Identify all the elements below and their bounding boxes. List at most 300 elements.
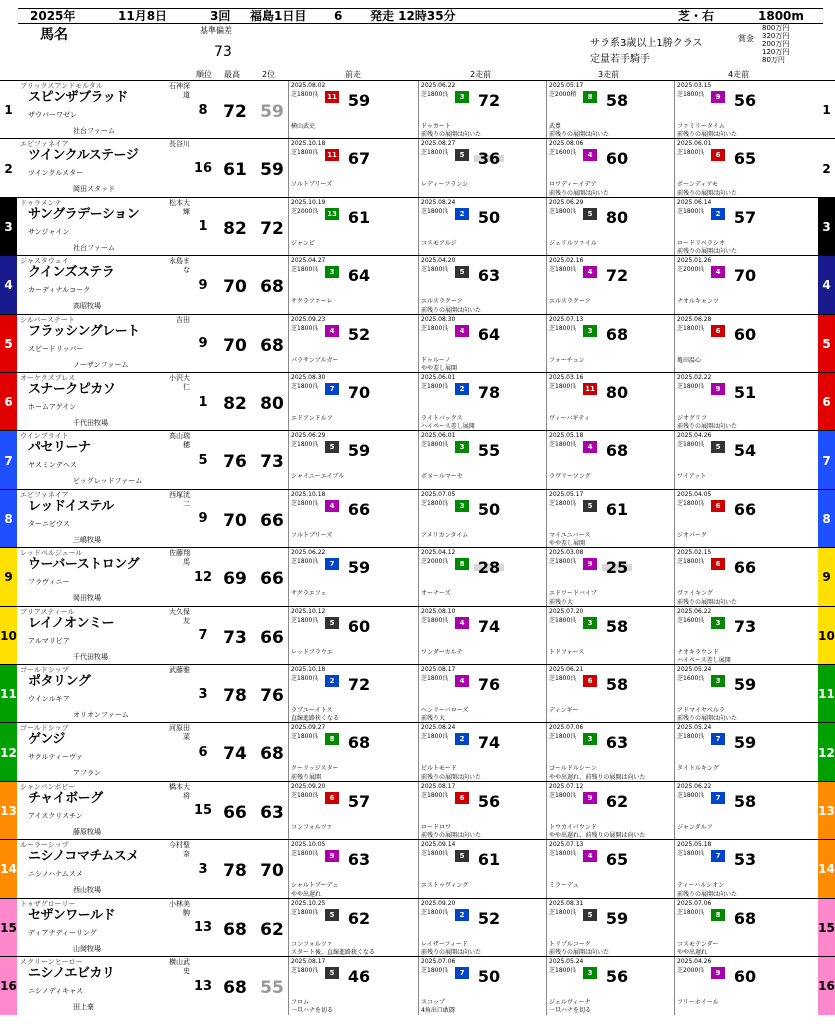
race-distance: 芝1800良	[549, 266, 577, 274]
race-distance: 芝1800良	[677, 383, 705, 390]
max-score: 70	[223, 335, 247, 356]
race-score: 63	[477, 266, 501, 286]
horse-number-right: 3	[818, 198, 835, 256]
owner-name: ビッグレッドファーム	[73, 477, 143, 486]
col-second: 2位	[262, 70, 276, 79]
rank-value: 9	[198, 511, 208, 527]
horse-info	[18, 373, 188, 431]
race-date: 2025.06.14	[677, 198, 712, 206]
race-distance: 芝1600良	[677, 675, 705, 682]
horse-row[interactable]	[0, 898, 835, 957]
race-score: 67	[347, 149, 371, 169]
finish-position: 2	[455, 383, 469, 395]
finish-position: 5	[325, 441, 339, 453]
col-max: 最高	[224, 70, 240, 79]
dam-name: ヤスミンデヘス	[28, 461, 77, 470]
finish-position: 2	[325, 675, 339, 687]
year: 2025年	[30, 9, 76, 23]
race-distance: 芝1800良	[421, 908, 449, 916]
race-jockey: ジャンピ	[291, 239, 315, 247]
race-distance: 芝1800良	[291, 441, 319, 449]
race-jockey: サクラファーレ	[291, 298, 333, 306]
race-distance: 芝2000稍	[549, 91, 577, 98]
dam-name: ディアナディーリング	[28, 928, 97, 937]
past-race[interactable]	[288, 899, 417, 957]
prize-label: 賞金	[738, 34, 754, 43]
horse-name[interactable]: サングラデーション	[28, 206, 140, 222]
past-race[interactable]	[674, 665, 803, 723]
race-score: 65	[733, 149, 757, 169]
race-score: 56	[477, 791, 501, 811]
past-race[interactable]	[288, 315, 417, 373]
race-jockey: ボーンディアモ	[677, 181, 719, 189]
race-score: 66	[733, 558, 757, 578]
horse-info	[18, 665, 188, 723]
past-race[interactable]	[288, 665, 417, 723]
race-note: 直線進路狭くなる	[291, 715, 340, 723]
past-race[interactable]	[546, 81, 675, 139]
second-score: 66	[260, 569, 284, 590]
sire-name: スクリーンヒーロー	[20, 958, 83, 966]
race-score: 80	[605, 207, 629, 227]
prize-5: 80万円	[762, 56, 785, 64]
race-score: 50	[477, 207, 501, 227]
race-jockey: ロードロワ	[421, 823, 452, 831]
past-race[interactable]	[674, 607, 803, 665]
finish-position: 6	[325, 792, 339, 804]
past-race[interactable]	[674, 782, 803, 840]
race-jockey: ティーハルシオン	[677, 882, 725, 890]
horse-name[interactable]: セザンワールド	[28, 907, 115, 923]
past-race[interactable]	[418, 782, 547, 840]
race-score: 25	[602, 564, 632, 571]
race-jockey: ビルトモード	[421, 765, 457, 773]
race-distance: 芝1800良	[291, 558, 319, 566]
max-score: 61	[223, 160, 247, 181]
horse-name[interactable]: スナークピカソ	[28, 382, 116, 397]
horse-row[interactable]	[0, 255, 835, 314]
race-distance: 芝1800良	[549, 967, 577, 974]
race-date: 2025.08.24	[421, 198, 456, 206]
finish-position: 6	[711, 500, 725, 512]
jockey-name: 松本大輝	[169, 198, 190, 216]
horse-row[interactable]	[0, 781, 835, 840]
race-distance: 芝1800良	[421, 383, 449, 390]
race-jockey: ナオキラウンド	[677, 648, 719, 656]
past-race[interactable]	[674, 256, 803, 314]
past-race[interactable]	[546, 198, 675, 256]
past-race[interactable]	[546, 256, 675, 314]
rank-value: 3	[198, 861, 208, 877]
race-distance: 芝1800良	[291, 675, 319, 682]
race-distance: 芝1800良	[549, 850, 577, 858]
second-score: 68	[260, 335, 284, 356]
race-distance: 芝1800良	[421, 149, 449, 157]
past-race[interactable]	[288, 840, 417, 898]
past-race[interactable]	[288, 607, 417, 665]
past-race[interactable]	[288, 431, 417, 489]
race-distance: 芝2000良	[421, 558, 449, 566]
past-race[interactable]	[546, 315, 675, 373]
race-date: 2025.10.18	[291, 666, 326, 673]
rank-value: 8	[198, 102, 208, 118]
race-date: 2025.07.06	[421, 958, 456, 965]
finish-position: 5	[455, 850, 469, 862]
second-score: 73	[260, 452, 284, 473]
past-race[interactable]	[546, 899, 675, 957]
past-race[interactable]	[418, 198, 547, 256]
race-score: 60	[733, 967, 757, 986]
race-date: 2025.07.20	[549, 607, 584, 615]
past-race[interactable]	[288, 957, 417, 1015]
race-distance: 芝1800良	[421, 616, 449, 624]
dam-name: ウインルキア	[28, 695, 70, 703]
race-score: 68	[733, 908, 757, 928]
second-score: 66	[260, 510, 284, 531]
horse-number-right: 5	[818, 315, 835, 373]
race-score: 66	[733, 499, 757, 519]
race-score: 54	[733, 441, 757, 461]
race-date: 2025.06.22	[291, 549, 326, 557]
finish-position: 4	[325, 500, 339, 512]
owner-name: 藤原牧場	[73, 827, 101, 836]
race-jockey: ジオグリフ	[677, 415, 707, 422]
past-race[interactable]	[418, 315, 547, 373]
race-date: 2025.05.24	[677, 724, 712, 732]
race-score: 58	[605, 616, 629, 636]
horse-row[interactable]	[0, 197, 835, 256]
horse-name[interactable]: ニシノエビカリ	[28, 966, 115, 981]
race-jockey: ファミリータイム	[677, 123, 725, 130]
race-distance: 芝1800良	[677, 207, 705, 215]
past-race[interactable]	[288, 81, 417, 139]
past-race[interactable]	[546, 782, 675, 840]
horse-info	[18, 607, 188, 665]
finish-position: 9	[325, 850, 339, 862]
past-race[interactable]	[418, 139, 547, 197]
past-race[interactable]	[546, 490, 675, 548]
race-score: 70	[347, 383, 371, 402]
past-race[interactable]	[674, 957, 803, 1015]
horse-name[interactable]: ゲンジ	[28, 732, 65, 748]
race-score: 66	[347, 499, 371, 519]
race-distance: 芝1800良	[677, 558, 705, 566]
second-score: 63	[260, 802, 284, 823]
horse-info	[18, 548, 188, 606]
race-distance: 芝1800良	[549, 616, 577, 624]
course-day: 福島1日目	[250, 9, 307, 23]
race-jockey: コンフォルツァ	[291, 823, 333, 831]
race-jockey: トドフォース	[549, 648, 585, 656]
past-race[interactable]	[418, 490, 547, 548]
start-time: 発走 12時35分	[370, 9, 456, 23]
race-jockey: マイユニバース	[549, 531, 591, 539]
past-race[interactable]	[546, 957, 675, 1015]
past-race[interactable]	[418, 81, 547, 139]
past-race[interactable]	[418, 665, 547, 723]
past-race[interactable]	[546, 840, 675, 898]
horse-row[interactable]	[0, 80, 835, 139]
horse-row[interactable]	[0, 956, 835, 1015]
rank-value: 13	[193, 978, 213, 994]
race-distance: 芝1800良	[291, 791, 319, 799]
past-race[interactable]	[418, 957, 547, 1015]
past-race[interactable]	[674, 723, 803, 781]
race-date: 2025.08.17	[291, 958, 326, 965]
horse-name[interactable]: レッドイステル	[28, 498, 114, 514]
horse-name[interactable]: フラッシングレート	[28, 323, 140, 339]
horse-info	[18, 723, 188, 781]
past-race[interactable]	[674, 490, 803, 548]
race-jockey: サクラエフェ	[291, 590, 327, 598]
horse-name[interactable]: ニシノコマチムスメ	[28, 849, 139, 865]
dam-name: ニシノハナムスメ	[28, 870, 83, 879]
col-prev3: 3走前	[598, 70, 620, 79]
past-race[interactable]	[674, 198, 803, 256]
max-score: 73	[223, 627, 247, 648]
race-jockey: エルスラクーフ	[549, 298, 591, 306]
horse-row[interactable]	[0, 314, 835, 373]
race-date: 2025.08.31	[549, 899, 584, 907]
past-race[interactable]	[418, 256, 547, 314]
horse-row[interactable]	[0, 138, 835, 197]
race-date: 2025.05.24	[677, 666, 712, 673]
race-date: 2025.05.17	[549, 82, 584, 89]
race-note: 前残りの展開は向いた	[677, 131, 738, 139]
horse-number: 8	[0, 490, 17, 548]
race-distance: 芝1800良	[421, 207, 449, 215]
race-date: 2025.05.24	[549, 958, 584, 965]
past-race[interactable]	[546, 548, 675, 606]
race-jockey: シャルトブーデュ	[291, 882, 339, 890]
prize-list	[762, 24, 789, 64]
race-score: 59	[347, 441, 371, 461]
race-score: 59	[347, 558, 371, 578]
race-date: 2025.07.06	[549, 724, 584, 732]
race-jockey: ジェリルツァイル	[549, 239, 597, 247]
race-date: 2025.08.27	[421, 140, 456, 148]
finish-position: 9	[711, 383, 725, 395]
race-score: 53	[733, 850, 757, 870]
past-race[interactable]	[674, 840, 803, 898]
horse-row[interactable]	[0, 430, 835, 489]
prize-1: 800万円	[762, 24, 790, 32]
race-jockey: エルスラクーフ	[421, 298, 463, 306]
horse-number-right: 15	[818, 899, 835, 957]
race-distance: 芝1800良	[549, 207, 577, 215]
sire-name: ルーラーシップ	[20, 841, 69, 850]
race-distance: 芝1800良	[291, 850, 319, 858]
past-race[interactable]	[418, 899, 547, 957]
second-score: 70	[260, 861, 284, 882]
second-score: 72	[260, 218, 284, 239]
past-race[interactable]	[674, 373, 803, 431]
rank-value: 1	[198, 219, 208, 235]
past-race[interactable]	[418, 431, 547, 489]
race-distance: 芝1800良	[421, 791, 449, 799]
finish-position: 6	[711, 325, 725, 337]
past-race[interactable]	[288, 782, 417, 840]
horse-name[interactable]: ツインクルステージ	[28, 148, 139, 164]
race-score: 61	[477, 850, 501, 870]
finish-position: 6	[583, 675, 597, 687]
past-race[interactable]	[288, 139, 417, 197]
jockey-name: 長谷川	[169, 140, 190, 149]
past-race[interactable]	[418, 840, 547, 898]
finish-position: 4	[455, 325, 469, 337]
jockey-name: 石神深道	[169, 82, 190, 99]
race-note: 前残り展開	[291, 773, 322, 781]
race-jockey: ソルトブリーズ	[291, 531, 333, 539]
race-date: 2025.01.26	[677, 257, 712, 265]
horse-name[interactable]: ポタリング	[28, 674, 91, 689]
horse-number: 3	[0, 198, 17, 256]
race-distance: 芝1800良	[291, 266, 319, 274]
prize-3: 200万円	[762, 40, 790, 48]
race-date: 2025.04.12	[421, 549, 456, 557]
race-distance: 芝1800良	[549, 733, 577, 741]
race-note: 前残りの展開は向いた	[421, 306, 482, 314]
past-race[interactable]	[674, 431, 803, 489]
race-jockey: ドゥルーノ	[421, 356, 451, 364]
race-date: 2025.07.13	[549, 315, 584, 323]
race-date: 2025.04.05	[677, 490, 712, 498]
race-score: 80	[605, 383, 629, 402]
rank-value: 12	[193, 569, 213, 585]
race-date: 2025.10.18	[291, 490, 326, 498]
race-jockey: エドアンドルフ	[291, 415, 333, 422]
past-race[interactable]	[546, 607, 675, 665]
past-race[interactable]	[546, 373, 675, 431]
past-race[interactable]	[546, 665, 675, 723]
past-race[interactable]	[288, 548, 417, 606]
owner-name: オリオンファーム	[73, 711, 129, 719]
race-distance: 芝1800良	[291, 149, 319, 157]
horse-number-right: 10	[818, 607, 835, 665]
past-race[interactable]	[546, 723, 675, 781]
race-date: 2025.10.19	[291, 198, 326, 206]
race-jockey: ワイアット	[677, 473, 707, 481]
race-date: 2025.04.27	[291, 257, 326, 265]
race-jockey: トリプルコーク	[549, 940, 591, 948]
horse-row[interactable]	[0, 606, 835, 665]
race-score: 56	[733, 91, 757, 110]
past-race[interactable]	[546, 139, 675, 197]
race-note: 前残りの展開は向いた	[549, 948, 610, 956]
finish-position: 5	[325, 909, 339, 921]
dam-name: サンジャイン	[28, 227, 70, 236]
past-race[interactable]	[418, 373, 547, 431]
race-distance: 芝2000良	[291, 207, 319, 215]
race-score: 72	[605, 266, 629, 286]
finish-position: 7	[711, 850, 725, 862]
horse-row[interactable]	[0, 547, 835, 606]
past-race[interactable]	[674, 548, 803, 606]
race-score: 63	[347, 850, 371, 870]
race-distance: 芝1800良	[421, 499, 449, 507]
finish-position: 7	[325, 558, 339, 570]
max-score: 82	[223, 394, 247, 414]
race-jockey: ジェルヴィーナ	[549, 999, 591, 1006]
horse-name[interactable]: パセリーナ	[28, 440, 91, 456]
rank-value: 13	[193, 920, 213, 936]
horse-name[interactable]: ウーバーストロング	[28, 557, 139, 573]
rank-value: 3	[198, 686, 208, 702]
past-race[interactable]	[288, 373, 417, 431]
horse-row[interactable]	[0, 664, 835, 723]
race-note: やや出遅れ	[291, 890, 322, 898]
race-jockey: スコップ	[421, 999, 445, 1006]
horse-name[interactable]: クインズステラ	[28, 265, 115, 281]
max-score: 78	[223, 686, 247, 706]
past-race[interactable]	[418, 548, 547, 606]
race-jockey: ロワディーイデア	[549, 181, 597, 189]
race-score: 68	[605, 324, 629, 344]
race-date: 2025.04.20	[421, 257, 456, 265]
horse-row[interactable]	[0, 372, 835, 431]
race-jockey: エドワードバイブ	[549, 590, 597, 598]
horse-number: 9	[0, 548, 17, 606]
race-date: 2025.06.21	[549, 666, 584, 673]
race-distance: 芝1800良	[549, 791, 577, 799]
past-race[interactable]	[418, 607, 547, 665]
horse-number: 4	[0, 256, 17, 314]
horse-row[interactable]	[0, 722, 835, 781]
horse-info	[18, 840, 188, 898]
horse-info	[18, 81, 188, 139]
past-race[interactable]	[288, 723, 417, 781]
race-note: 前残りの展開は向いた	[421, 131, 482, 139]
horse-name[interactable]: レイノオンミー	[28, 615, 114, 631]
finish-position: 3	[455, 91, 469, 103]
finish-position: 5	[455, 149, 469, 161]
race-note: 前残りの展開は向いた	[421, 773, 482, 781]
horse-row[interactable]	[0, 839, 835, 898]
past-race[interactable]	[674, 899, 803, 957]
past-race[interactable]	[288, 198, 417, 256]
past-race[interactable]	[546, 431, 675, 489]
past-race[interactable]	[674, 315, 803, 373]
race-note: 前残りの展開は向いた	[677, 890, 738, 898]
past-race[interactable]	[674, 139, 803, 197]
finish-position: 4	[583, 266, 597, 278]
past-race[interactable]	[674, 81, 803, 139]
race-date: 2025.05.17	[549, 490, 584, 498]
past-race[interactable]	[288, 490, 417, 548]
sire-name: シャンパンボビー	[20, 782, 76, 791]
horse-row[interactable]	[0, 489, 835, 548]
past-race[interactable]	[418, 723, 547, 781]
race-note: 前残り大	[549, 598, 574, 606]
race-score: 58	[605, 675, 629, 694]
horse-number: 15	[0, 899, 17, 957]
past-race[interactable]	[288, 256, 417, 314]
jockey-name: 横山武史	[169, 958, 190, 975]
jockey-name: 佐藤翔馬	[169, 549, 190, 567]
horse-name[interactable]: スピンザブラッド	[28, 90, 128, 105]
race-note: 前残りの展開は向いた	[421, 948, 482, 956]
finish-position: 5	[583, 208, 597, 220]
col-rank: 順位	[196, 70, 212, 79]
horse-number-right: 6	[818, 373, 835, 431]
finish-position: 9	[583, 558, 597, 570]
finish-position: 11	[325, 91, 339, 103]
second-score: 62	[260, 919, 284, 940]
second-score: 59	[260, 102, 284, 122]
horse-name[interactable]: チャイボーグ	[28, 790, 103, 806]
race-date: 2025.07.06	[677, 899, 712, 907]
race-score: 74	[477, 616, 501, 636]
